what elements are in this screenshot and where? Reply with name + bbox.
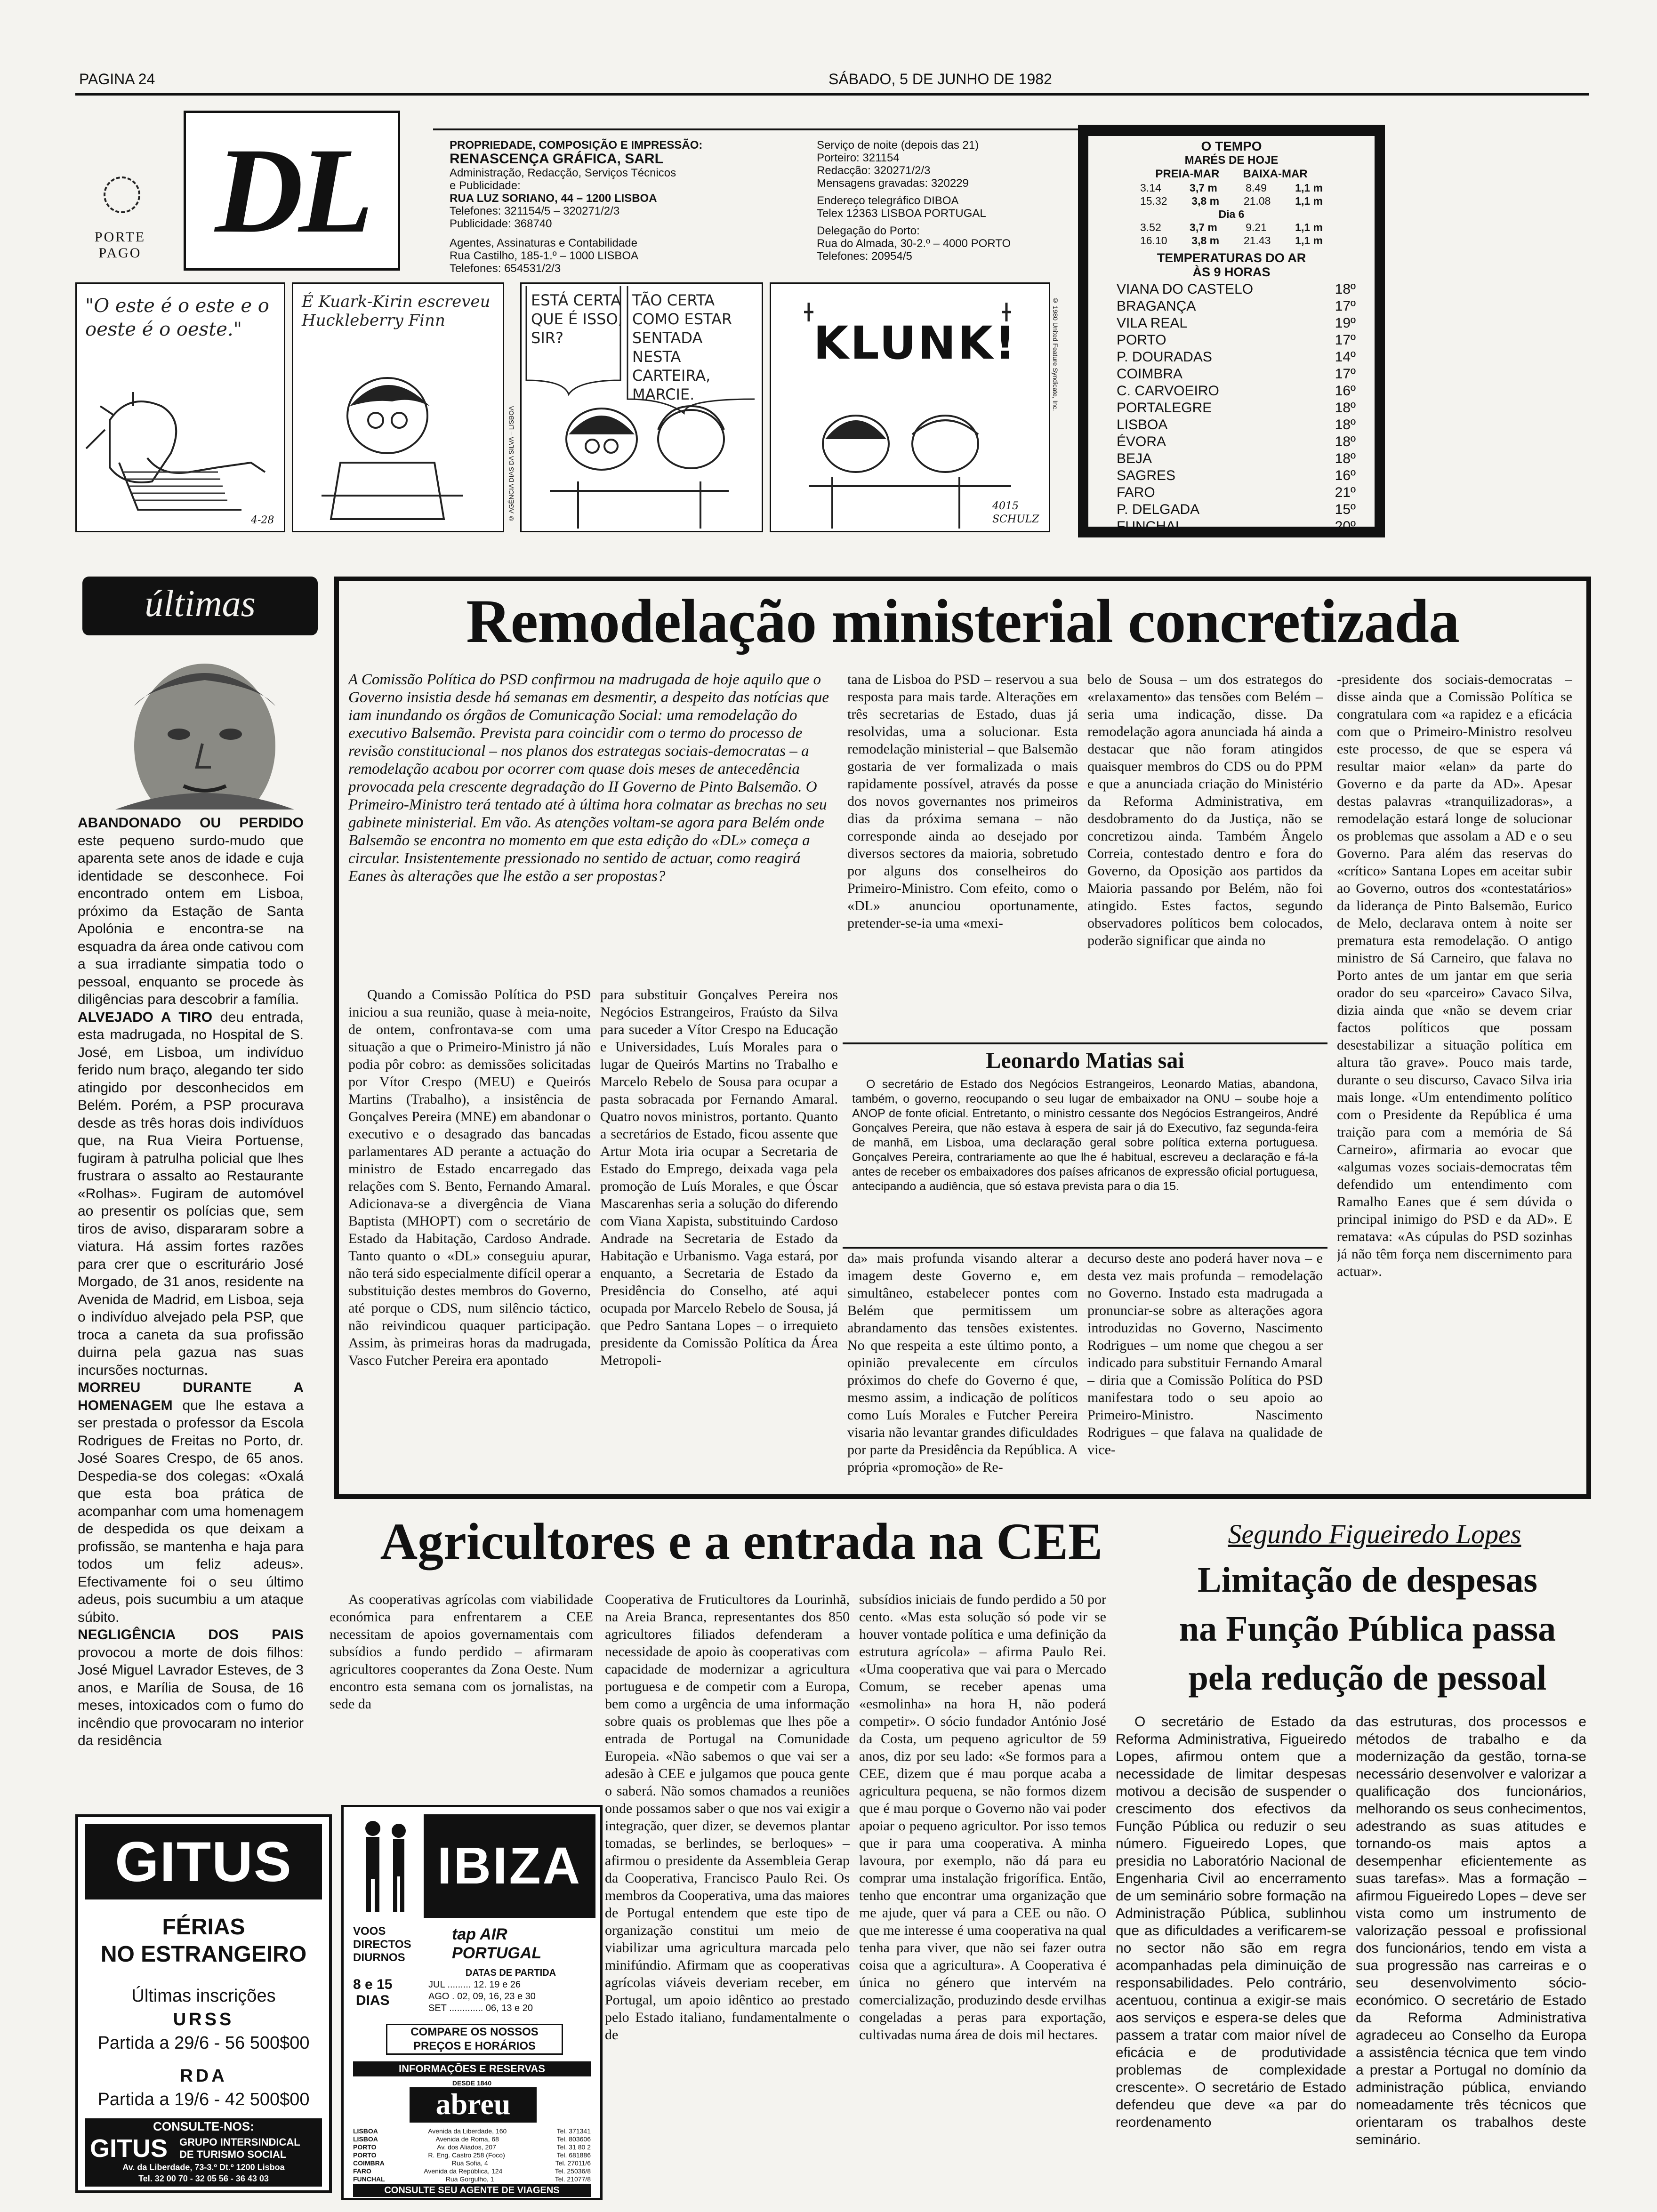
ultimas-item <box>78 1379 304 1626</box>
city-name: SAGRES <box>1117 468 1176 483</box>
gitus-address: Av. da Liberdade, 73-3.º Dt.º 1200 Lisboa <box>122 2163 285 2172</box>
ultimas-item <box>78 1009 304 1379</box>
limit-col-1 <box>1116 1713 1346 2203</box>
schulz-signature: SCHULZ <box>992 513 1039 525</box>
leonardo-text: O secretário de Estado dos Negócios Estrangeiros, Leonardo Matias, abandona, também, o governo, reocupando o seu lugar de embaixador na ONU – soube hoje a ANOP de fonte oficial. Entretanto, o ministro cessante dos Negócios Estrangeiros, André Gonçalves Pereira, que não estava à espera de sair já do Executivo, faz segunda-feira de manhã, em Lisboa, uma declaração geral sobre política externa portuguesa. Gonçalves Pereira, contrariamente ao que lhe é habitual, escreveu a declaração e fá-la antes de receber os embaixadores dos países africanos de expressão oficial portuguesa, antecipando a audiência, que só estava prevista para o dia 15. <box>852 1078 1318 1193</box>
ibiza-voos <box>353 1925 411 1964</box>
comic-panel-4 <box>770 282 1050 532</box>
services-line: Redacção: 320271/2/3 <box>817 164 931 177</box>
office-city: COIMBRA <box>353 2159 385 2167</box>
office-phone: Tel. 371341 <box>556 2127 591 2135</box>
services-line: Delegação do Porto: <box>817 224 920 237</box>
office-row <box>353 2151 591 2159</box>
gitus-consult: CONSULTE-NOS: <box>153 2119 254 2133</box>
masthead-rule <box>433 128 1149 130</box>
city-temp: 18º <box>1335 417 1356 433</box>
city-name: VIANA DO CASTELO <box>1117 281 1254 297</box>
date-line: SET ............. 06, 13 e 20 <box>428 2003 533 2013</box>
page-date: SÁBADO, 5 DE JUNHO DE 1982 <box>828 71 1052 88</box>
main-col-4 <box>1087 671 1323 1038</box>
city-row <box>1117 366 1356 383</box>
tide-time: 15.32 <box>1140 195 1167 207</box>
main-col-3-text: tana de Lisboa do PSD – reservou a sua resposta para mais tarde. Alterações em três secretarias de Estado, duas já resolvidas, uma a solucionar. Esta remodelação ministerial – que Balsemão gostaria de ver formalizada o mais rapidamente possível, através da posse dos novos governantes nos primeiros dias da próxima semana – não corresponde ainda ao desejado por diversos sectores da maioria, sobretudo por alguns dos conselheiros do Primeiro-Ministro. Com efeito, como o «DL» anunciou oportunamente, pretender-se-ia uma «mexi- <box>847 672 1078 931</box>
city-row <box>1117 298 1356 315</box>
ibiza-ad[interactable] <box>341 1805 603 2200</box>
city-temp: 14º <box>1335 349 1356 365</box>
gitus-line: FÉRIAS <box>162 1915 245 1940</box>
services-line: Telex 12363 LISBOA PORTUGAL <box>817 207 986 220</box>
tide-height: 3,8 m <box>1191 195 1220 207</box>
ownership-spacer <box>450 230 836 237</box>
gitus-spacer <box>78 2055 329 2064</box>
city-name: BRAGANÇA <box>1117 298 1196 314</box>
city-row <box>1117 518 1356 535</box>
tide-time: 9.21 <box>1246 221 1267 233</box>
porte-pago <box>85 229 155 261</box>
city-name: COIMBRA <box>1117 366 1183 382</box>
office-phone: Tel. 21077/8 <box>555 2175 591 2183</box>
gitus-rda-line: Partida a 19/6 - 42 500$00 <box>97 2090 310 2109</box>
ownership-line: Publicidade: 368740 <box>450 217 552 230</box>
office-address: Rua Sofia, 4 <box>451 2159 488 2167</box>
city-name: P. DELGADA <box>1117 502 1200 517</box>
leonardo-box <box>843 1042 1327 1249</box>
city-temp: 16º <box>1335 383 1356 399</box>
city-name: PORTALEGRE <box>1117 400 1212 416</box>
logo-box <box>184 111 400 271</box>
ultimas-body: deu entrada, esta madrugada, no Hospital de S. José, em Lisboa, um indivíduo ferido num braço, alegando ter sido atingido por desconhecidos em Belém. Porém, a PSP procurava desde as três horas dois indivíduos que, na Rua Vieira Portuense, fugiram à patrulha policial que lhes frustrara o assalto ao Restaurante «Rolhas». Fugiram de automóvel ao presentir os polícias que, sem tiros de aviso, dispararam sobre a viatura. Há assim fortes razões para crer que o escriturário José Morgado, de 31 anos, residente na Avenida de Madrid, em Lisboa, seja o indivíduo alvejado pela PSP, que troca a caneta da sua profissão duirna pela gazua nas suas incursões nocturnas. <box>78 1009 304 1378</box>
ultimas-head: NEGLIGÊNCIA DOS PAIS <box>78 1627 304 1643</box>
tide-height: 1,1 m <box>1295 195 1323 207</box>
city-row <box>1117 433 1356 450</box>
tide-row <box>1140 181 1323 194</box>
dl-logo: DL <box>215 123 369 258</box>
klunk-drawing <box>771 284 1049 531</box>
main-col-2-text: para substituir Gonçalves Pereira nos Negócios Estrangeiros, Fraústo da Silva para suceder a Vítor Crespo na Educação e Universidades, Luís Morales para o lugar de Queirós Martins no Trabalho e Marcelo Rebelo de Sousa para ocupar a pasta sobracada por Fernando Amaral. Quatro novos ministros, portanto. Quanto a secretários de Estado, ficou assente que Artur Mota iria ocupar a Secretaria de Estado do Emprego, deixada vaga pela promoção de Luís Morales, e que Óscar Mascarenhas seria a solução do diferendo com Viana Xapista, substituindo Cardoso Andrade na Secretaria de Estado da Habitação e Urbanismo. Vaga estará, por enquanto, a Secretaria de Estado da Presidência do Conselho, até aqui ocupada por Marcelo Rebelo de Sousa, já que Pedro Santana Lopes – o irrequieto presidente da Comissão Política da Área Metropoli- <box>600 987 838 1368</box>
panel2-copyright: © AGÊNCIA DIAS DA SILVA – LISBOA <box>507 406 515 522</box>
main-col-1-text: Quando a Comissão Política do PSD iniciou a sua reunião, quase à meia-noite, de ontem, confrontava-se com uma situação a que o Primeiro-Ministro já não podia pôr cobro: as demissões solicitadas por Vítor Crespo (MEU) e Queirós Martins (Trabalho), a insistência de Gonçalves Pereira (MNE) em abandonar o executivo e o desagrado das bancadas parlamentares AD perante a actuação do ministro de Estado encarregado das relações com S. Bento, Fernando Amaral. Adicionava-se a divergência de Viana Baptista (MHOPT) com o secretário de Estado da Habitação, Cardoso Andrade. Tanto quanto o «DL» conseguiu apurar, não terá sido especialmente difícil operar a substituição destes membros do Governo, até porque o CDS, num silêncio táctico, não reivindicou quaquer participação. Assim, às primeiras horas da madrugada, Vasco Futcher Pereira era apontado <box>348 987 591 1368</box>
tides-head <box>1088 167 1375 181</box>
abreu-logo: abreu <box>410 2087 537 2123</box>
services-line: Porteiro: 321154 <box>817 152 900 164</box>
panel2-text: É Kuark-Kirin escreveu Huckleberry Finn <box>302 292 491 330</box>
tap-logo: tap AIR PORTUGAL <box>452 1925 542 1962</box>
limit-headline-line: pela redução de pessoal <box>1188 1658 1547 1698</box>
city-name: FUNCHAL <box>1117 519 1183 534</box>
date-line: JUL ......... 12. 19 e 26 <box>428 1980 521 1990</box>
gitus-tel: Tel. 32 00 70 - 32 05 56 - 36 43 03 <box>138 2174 269 2183</box>
limit-headline-line: Limitação de despesas <box>1198 1560 1537 1600</box>
voos-line: VOOS <box>353 1925 386 1938</box>
comic-panel-3 <box>520 282 763 532</box>
city-row <box>1117 332 1356 349</box>
city-row <box>1117 400 1356 417</box>
main-col-5-text: -presidente dos sociais-democratas – disse ainda que a Comissão Política se congratulara com «a rapidez e a eficácia com que o Primeiro-Ministro resolveu este processo, de que se espera vá resultar maior «elan» da parte do Governo e da parte da AD». Apesar destas palavras «tranquilizadoras», a remodelação estará longe de solucionar os problemas que assolam a AD e o seu Governo. Para além das reservas do «crítico» Santana Lopes em aceitar subir ao Governo, outros dos «contestatários» da liderança de Pinto Balsemão, Eurico de Melo, declarava ontem à noite ser prematura esta remodelação. O antigo ministro de Sá Carneiro, que falava no Porto antes de um jantar em que seria orador do seu «parceiro» Cavaco Silva, dizia ainda que «não se devem criar factos políticos que possam desestabilizar a situação política em altura tão grave». Pouco mais tarde, durante o seu discurso, Cavaco Silva iria mais longe. «Um entendimento político com o Presidente da República é uma traição para com a memória de Sá Carneiro», afirmaria ao evocar que «algumas vozes sociais-democratas têm defendido um entendimento com Ramalho Eanes que é sem dúvida o principal inimigo do PSD e da AD». E rematava: «As cúpulas do PSD sozinhas já não têm força nem discernimento para actuar». <box>1337 672 1572 1279</box>
agri-col-3 <box>859 1591 1106 2198</box>
panel4-copyright: © 1980 United Feature Syndicate, Inc. <box>1052 297 1059 411</box>
limit-col-2-text: das estruturas, dos processos e métodos de trabalho e da modernização da gestão, torna-se necessário desenvolver e valorizar a qualificação dos funcionários, melhorando os seus conhecimentos, adestrando as suas atitudes e tornando-os mais aptos a desempenhar eficientemente as suas tarefas». Mas a formação – afirmou Figueiredo Lopes – deve ser vista como um instrumento de valorização pessoal e profissional dos funcionários, tendo em vista a sua progressão nas carreiras e o seu desenvolvimento sócio-económico. O secretário de Estado da Reforma Administrativa agradeceu ao Conselho da Europa a assistência técnica que tem vindo a prestar a Portugal no domínio da administração pública, enviando nomeadamente três técnicos que orientaram os trabalhos deste seminário. <box>1356 1714 1586 2148</box>
tide-height: 3,7 m <box>1190 182 1217 194</box>
gitus-logo: GITUS <box>85 1824 322 1899</box>
city-temp: 16º <box>1335 468 1356 483</box>
office-phone: Tel. 681886 <box>556 2151 591 2159</box>
agri-col-1 <box>330 1591 593 1788</box>
main-headline: Remodelação ministerial concretizada <box>466 586 1459 656</box>
ownership-line: Agentes, Assinaturas e Contabilidade <box>450 237 637 249</box>
city-temp: 18º <box>1335 281 1356 297</box>
col-low: BAIXA-MAR <box>1243 168 1308 180</box>
main-col-4b <box>1087 1250 1323 1487</box>
leonardo-title: Leonardo Matias sai <box>986 1048 1184 1073</box>
gitus-footer-line: GRUPO INTERSINDICAL <box>179 2136 300 2148</box>
panel4-number: 4015 <box>992 500 1019 512</box>
office-row <box>353 2143 591 2151</box>
services-line: Endereço telegráfico DIBOA <box>817 194 959 207</box>
ibiza-footer: CONSULTE SEU AGENTE DE VIAGENS <box>353 2184 591 2197</box>
main-col-3 <box>847 671 1078 1038</box>
ibiza-since: DESDE 1840 <box>452 2079 492 2087</box>
ownership-line: e Publicidade: <box>450 179 521 192</box>
comic-panel-1 <box>75 282 285 532</box>
ultimas-item <box>78 1626 304 1750</box>
ownership-line: RENASCENÇA GRÁFICA, SARL <box>450 151 663 167</box>
office-phone: Tel. 31 80 2 <box>556 2143 591 2151</box>
office-address: Avenida da Liberdade, 160 <box>428 2127 507 2135</box>
tide-time: 21.08 <box>1243 195 1271 207</box>
office-city: FUNCHAL <box>353 2175 385 2183</box>
office-row <box>353 2135 591 2143</box>
compare-line: PREÇOS E HORÁRIOS <box>413 2040 536 2052</box>
main-intro: A Comissão Política do PSD confirmou na madrugada de hoje aquilo que o Governo insistia desde há semanas em desmentir, a despeito das notícias que iam inundando os órgãos de Comunicação Social: uma remodelação do executivo Balsemão. Prevista para coincidir com o termo do processo de revisão constitucional – nos planos dos estrategas sociais-democratas – a remodelação acabou por ocorrer com quase dois meses de antecedência provocada pela crescente degradação do II Governo de Pinto Balsemão. O Primeiro-Ministro terá tentado até à última hora colmatar as brechas no seu gabinete ministerial. Em vão. As atenções voltam-se agora para Belém onde Balsemão se encontra no momento em que esta edição do «DL» começa a circular. Insistentemente pressionado no sentido de actuar, como reagirá Eanes às alterações que lhe estão a ser propostas? <box>348 671 829 885</box>
gitus-footer-line: DE TURISMO SOCIAL <box>179 2148 287 2160</box>
tide-height: 3,8 m <box>1191 234 1220 247</box>
ibiza-offices <box>353 2127 591 2183</box>
tide-height: 1,1 m <box>1295 221 1323 233</box>
main-col-2 <box>600 986 838 1485</box>
gitus-body <box>78 1984 329 2111</box>
main-col-3b-text: da» mais profunda visando alterar a imagem deste Governo e, em simultâneo, estabelecer pontes com Belém que permitissem um abrandamento das tensões existentes. No que respeita a este último ponto, a opinião prevalecente em círculos próximos do chefe do Governo é que, mesmo assim, a indicação de políticos como Luís Morales e Futcher Pereira visaria não levantar grandes dificuldades por parte da Presidência da República. A própria «promoção» de Re- <box>847 1250 1078 1475</box>
office-row <box>353 2127 591 2135</box>
ultimas-head: ABANDONADO OU PERDIDO <box>78 815 304 831</box>
agri-col-1-text: As cooperativas agrícolas com viabilidade económica para enfrentarem a CEE necessitam de apoios governamentais com subsídios a fundo perdido – afirmaram agricultores cooperantes da Zona Oeste. Num encontro esta semana com os jornalistas, na sede da <box>330 1592 593 1712</box>
gitus-footer-address <box>85 2162 322 2184</box>
tide-height: 1,1 m <box>1295 182 1323 194</box>
temp-title-line: TEMPERATURAS DO AR <box>1157 251 1306 265</box>
office-phone: Tel. 27011/6 <box>555 2159 591 2167</box>
panel3-bubble-a: ESTÁ CERTA QUE É ISSO, SIR? <box>531 291 623 347</box>
office-city: PORTO <box>353 2143 377 2151</box>
city-list <box>1088 279 1375 535</box>
main-col-4-text: belo de Sousa – um dos estrategos do «relaxamento» das tensões com Belém – seria uma indicação, disse. Da remodelação agora anunciada há ainda a destacar que não foram atingidos quaisquer membros do CDS ou do PPM e que a anunciada criação do Ministério da Reforma Administrativa, em desdobramento do da Justiça, não se concretizou ainda. Também Ângelo Correia, contestado dentro e fora do Governo, da Oposição aos partidos da Maioria passando por Belém, não foi atingido. Estes factos, segundo observadores políticos bem colocados, poderão significar que ainda no <box>1087 672 1323 948</box>
tides-title: MARÉS DE HOJE <box>1184 154 1279 167</box>
office-city: FARO <box>353 2167 371 2175</box>
city-name: ÉVORA <box>1117 434 1166 449</box>
weather-title: O TEMPO <box>1201 139 1262 153</box>
city-row <box>1117 484 1356 501</box>
city-name: LISBOA <box>1117 417 1168 433</box>
temp-title <box>1088 251 1375 279</box>
tide-time: 3.14 <box>1140 182 1161 194</box>
office-phone: Tel. 25036/8 <box>555 2167 591 2175</box>
two-girls-drawing <box>522 284 762 531</box>
girl-at-desk-drawing <box>77 354 284 531</box>
ownership-line: Rua Castilho, 185-1.º – 1000 LISBOA <box>450 249 639 262</box>
tide-row <box>1140 194 1323 208</box>
gitus-line: NO ESTRANGEIRO <box>100 1942 307 1967</box>
porte-label: PORTE <box>94 229 146 245</box>
ownership-line: Administração, Redacção, Serviços Técnicos <box>450 167 676 179</box>
ultimas-body: provocou a morte de dois filhos: José Miguel Lavrador Esteves, de 3 anos, e Marília de Sousa, de 16 meses, intoxicados com o fumo do incêndio que provocaram no interior da residência <box>78 1644 304 1748</box>
gitus-title <box>78 1914 329 1968</box>
ibiza-logo: IBIZA <box>424 1814 595 1918</box>
city-temp: 18º <box>1335 400 1356 416</box>
dates-title: DATAS DE PARTIDA <box>465 1968 556 1978</box>
services-line: Rua do Almada, 30-2.º – 4000 PORTO <box>817 237 1011 250</box>
temp-title-line: ÀS 9 HORAS <box>1192 265 1271 279</box>
col-high: PREIA-MAR <box>1155 168 1220 180</box>
city-temp: 20º <box>1335 519 1356 534</box>
gitus-urss: URSS <box>173 2010 234 2029</box>
city-row <box>1117 349 1356 366</box>
date-line: AGO . 02, 09, 16, 23 e 30 <box>428 1991 536 2002</box>
city-row <box>1117 467 1356 484</box>
tide-row <box>1140 234 1323 247</box>
boy-photo <box>78 645 322 809</box>
beach-couple-icon <box>349 1814 420 1918</box>
ultimas-body: que lhe estava a ser prestada o professor da Escola Rodrigues de Freitas no Porto, dr. José Soares Crespo, de 65 anos. Despedia-se dos colegas: «Oxalá que esta boa prática de acompanhar com uma homenagem de despedida os que deixam a profissão, se mantenha e haja para todos um feliz adeus». Efectivamente foi o seu último adeus, pois sucumbiu a um ataque súbito. <box>78 1397 304 1625</box>
office-city: LISBOA <box>353 2127 378 2135</box>
panel3-bubble-b: TÃO CERTA COMO ESTAR SENTADA NESTA CARTEIRA, MARCIE. <box>632 291 732 403</box>
limit-col-1-text: O secretário de Estado da Reforma Administrativa, Figueiredo Lopes, afirmou ontem que a necessidade de limitar despesas motivou a decisão de suspender o crescimento dos efectivos da Função Pública ou reduzir o seu número. Figueiredo Lopes, que presidia no Laboratório Nacional de Engenharia Civil ao encerramento de um seminário sobre formação na Administração Pública, sublinhou que as dificuldades a verificarem-se no sector não são em regra acompanhadas pela diminuição de responsabilidades. Pelo contrário, acentuou, continua a exigir-se mais aos serviços e espera-se deles que passem a tratar com maior nível de eficácia e de produtividade problemas de complexidade crescente». O secretário de Estado defendeu que deve «a par do reordenamento <box>1116 1714 1346 2130</box>
ultimas-logo: últimas <box>145 583 256 625</box>
tide-time: 16.10 <box>1140 234 1167 247</box>
city-temp: 18º <box>1335 434 1356 449</box>
ultimas-head: ALVEJADO A TIRO <box>78 1009 213 1025</box>
city-row <box>1117 417 1356 433</box>
comic-panel-2 <box>292 282 504 532</box>
city-row <box>1117 383 1356 400</box>
city-name: P. DOURADAS <box>1117 349 1212 365</box>
main-col-5 <box>1337 671 1572 1487</box>
city-temp: 18º <box>1335 451 1356 466</box>
agri-headline: Agricultores e a entrada na CEE <box>380 1513 1103 1570</box>
crest-icon <box>104 176 140 213</box>
office-phone: Tel. 803606 <box>556 2135 591 2143</box>
gitus-footer <box>85 2118 322 2187</box>
page-number: PAGINA 24 <box>79 71 155 88</box>
tide-time: 3.52 <box>1140 221 1161 233</box>
tide-time: 8.49 <box>1246 182 1267 194</box>
office-address: R. Eng. Castro 258 (Foco) <box>428 2151 505 2159</box>
ultimas-head: MORREU DURANTE A HOMENAGEM <box>78 1380 304 1413</box>
header-rule <box>75 93 1589 96</box>
agri-col-2-text: Cooperativa de Fruticultores da Lourinhã, na Areia Branca, representantes dos 850 agricultores filiados defenderam a necessidade de apoio às cooperativas com capacidade de modernizar a agricultura portuguesa e de competir com a Europa, bem como a urgência de uma informação sobre quais os problemas que lhes põe a entrada de Portugal na Comunidade Europeia. «Não sabemos o que vai ser a adesão à CEE e julgamos que pouca gente o saberá. Não somos chamados a reuniões onde possamos saber o que nos vai exigir a integração, quer dizer, se devemos plantar tomadas, se berlindes, se berloques» – afirmou o presidente da Assembleia Gerap da Cooperativa, Francisco Paulo Rei. Os membros da Cooperativa, uma das maiores de Portugal entendem que este tipo de organização constitui um meio de viabilizar uma agricultura marcada pelo minifúndio. Afirmam que as cooperativas agrícolas viáveis deveriam receber, em Portugal, um apoio idêntico ao prestado pelo Estado italiano, fundamentalmente o de <box>605 1592 850 2043</box>
days-line: DIAS <box>355 1993 390 2008</box>
ibiza-days <box>353 1977 392 2009</box>
ownership-info <box>450 139 836 275</box>
compare-line: COMPARE OS NOSSOS <box>410 2026 539 2038</box>
city-name: PORTO <box>1117 332 1166 348</box>
services-line: Telefones: 20954/5 <box>817 250 912 263</box>
agri-col-2 <box>605 1591 850 2198</box>
ultimas-body: este pequeno surdo-mudo que aparenta sete anos de idade e cuja identidade se desconhece. Foi encontrado ontem em Lisboa, próximo da Estação de Santa Apolónia e encontra-se na esquadra da área onde cativou com a sua irradiante simpatia todo o pessoal, enquanto se procede às diligências para descobrir a família. <box>78 833 304 1007</box>
services-line: Mensagens gravadas: 320229 <box>817 177 969 190</box>
city-row <box>1117 281 1356 298</box>
main-col-4b-text: decurso deste ano poderá haver nova – e desta vez mais profunda – remodelação no Governo. Instado esta madrugada a pronunciar-se sobre as alterações agora introduzidas no Governo, Nascimento Rodrigues – um nome que chegou a ser indicado para substituir Fernando Amaral – diria que a Comissão Política do PSD manifestara todo o seu apoio ao Primeiro-Ministro. Nascimento Rodrigues – que falava na qualidade de vice- <box>1087 1250 1323 1458</box>
office-address: Rua Gorgulho, 1 <box>445 2175 494 2183</box>
office-row <box>353 2159 591 2167</box>
office-row <box>353 2175 591 2183</box>
tides-a <box>1088 181 1375 247</box>
weather-inner <box>1088 136 1375 534</box>
gitus-rda: RDA <box>180 2066 227 2086</box>
city-name: VILA REAL <box>1117 315 1188 331</box>
office-address: Avenida de Roma, 68 <box>435 2135 499 2143</box>
ibiza-info: INFORMAÇÕES E RESERVAS <box>353 2061 591 2076</box>
weather-box <box>1078 125 1385 537</box>
boy-photo-image <box>78 645 322 809</box>
city-row <box>1117 450 1356 467</box>
gitus-urss-line: Partida a 29/6 - 56 500$00 <box>97 2033 310 2053</box>
city-row <box>1117 501 1356 518</box>
tide-height: 3,7 m <box>1190 221 1217 233</box>
city-temp: 17º <box>1335 332 1356 348</box>
limit-headline-line: na Função Pública passa <box>1179 1609 1556 1649</box>
limit-col-2 <box>1356 1713 1586 2203</box>
ownership-line: Telefones: 321154/5 – 320271/2/3 <box>450 205 620 217</box>
city-name: FARO <box>1117 485 1155 500</box>
tide-time: 21.43 <box>1243 234 1271 247</box>
city-name: C. CARVOEIRO <box>1117 383 1219 399</box>
gitus-ad[interactable] <box>75 1814 332 2193</box>
main-col-1 <box>348 986 591 1485</box>
ownership-line: RUA LUZ SORIANO, 44 – 1200 LISBOA <box>450 192 657 205</box>
ibiza-compare <box>386 2024 563 2055</box>
gitus-inscricoes: Últimas inscrições <box>131 1986 276 2006</box>
limit-byline: Segundo Figueiredo Lopes <box>1228 1519 1521 1549</box>
ownership-line: PROPRIEDADE, COMPOSIÇÃO E IMPRESSÃO: <box>450 139 703 152</box>
ultimas-text <box>78 814 304 1760</box>
pago-label: PAGO <box>98 245 142 261</box>
days-line: 8 e 15 <box>353 1977 393 1992</box>
ibiza-dates <box>428 1967 593 2014</box>
agri-col-3-text: subsídios iniciais de fundo perdido a 50 por cento. «Mas esta solução só pode vir se houver vontade política e uma definição da estrutura agrícola» – afirma Paulo Rei. «Uma cooperativa que vai para o Mercado Comum, se receber apenas uma «esmolinha» na hora H, não poderá competir». O sócio fundador António José da Costa, um pequeno agricultor de 59 anos, diz por seu lado: «Se formos para a CEE, dizem que é mau porque acaba a agricultura pequena, se não formos dizem que é mau porque o Governo não vai poder apoiar o pequeno agricultor. Por isso temos que ir para uma cooperativa. A minha lavoura, por exemplo, não dá para eu comprar uma instalação frigorífica. Então, tenho que encontrar uma organização que me ajude, quer vá para a CEE ou não. O que me interesse é uma cooperativa na qual tenha para viver, que não sei fazer outra coisa que a agricultura». A Cooperativa é única no género que intervém na comercialização, produzindo desde ervilhas congeladas a peras para exportação, cultivadas numa área de dois mil hectares. <box>859 1592 1106 2043</box>
limit-headline <box>1149 1555 1586 1702</box>
voos-line: DIRECTOS <box>353 1938 411 1951</box>
panel1-date: 4-28 <box>251 514 274 526</box>
city-temp: 21º <box>1335 485 1356 500</box>
office-row <box>353 2167 591 2175</box>
klunk-text: KLUNK! <box>813 317 1017 369</box>
city-temp: 15º <box>1335 502 1356 517</box>
tide-row <box>1140 221 1323 234</box>
tide-height: 1,1 m <box>1295 234 1323 247</box>
city-temp: 17º <box>1335 298 1356 314</box>
marcie-drawing <box>293 354 503 531</box>
gitus-footer-group <box>179 2136 300 2161</box>
comic-strip <box>75 282 1064 532</box>
main-col-3b <box>847 1250 1078 1487</box>
city-temp: 19º <box>1335 315 1356 331</box>
ultimas-logo-box <box>82 577 318 635</box>
office-address: Av. dos Aliados, 207 <box>437 2143 496 2151</box>
gitus-footer-logo: GITUS <box>90 2134 168 2163</box>
voos-line: DIURNOS <box>353 1951 405 1964</box>
ownership-line: Telefones: 654531/2/3 <box>450 262 561 275</box>
office-city: PORTO <box>353 2151 377 2159</box>
city-row <box>1117 315 1356 332</box>
office-city: LISBOA <box>353 2135 378 2143</box>
office-address: Avenida da República, 124 <box>424 2167 503 2175</box>
city-temp: 17º <box>1335 366 1356 382</box>
city-name: BEJA <box>1117 451 1152 466</box>
ultimas-item <box>78 814 304 1009</box>
services-line: Serviço de noite (depois das 21) <box>817 139 979 152</box>
day6-label: Dia 6 <box>1218 208 1245 220</box>
panel1-text: "O este é o este e o oeste é o oeste." <box>85 295 269 340</box>
